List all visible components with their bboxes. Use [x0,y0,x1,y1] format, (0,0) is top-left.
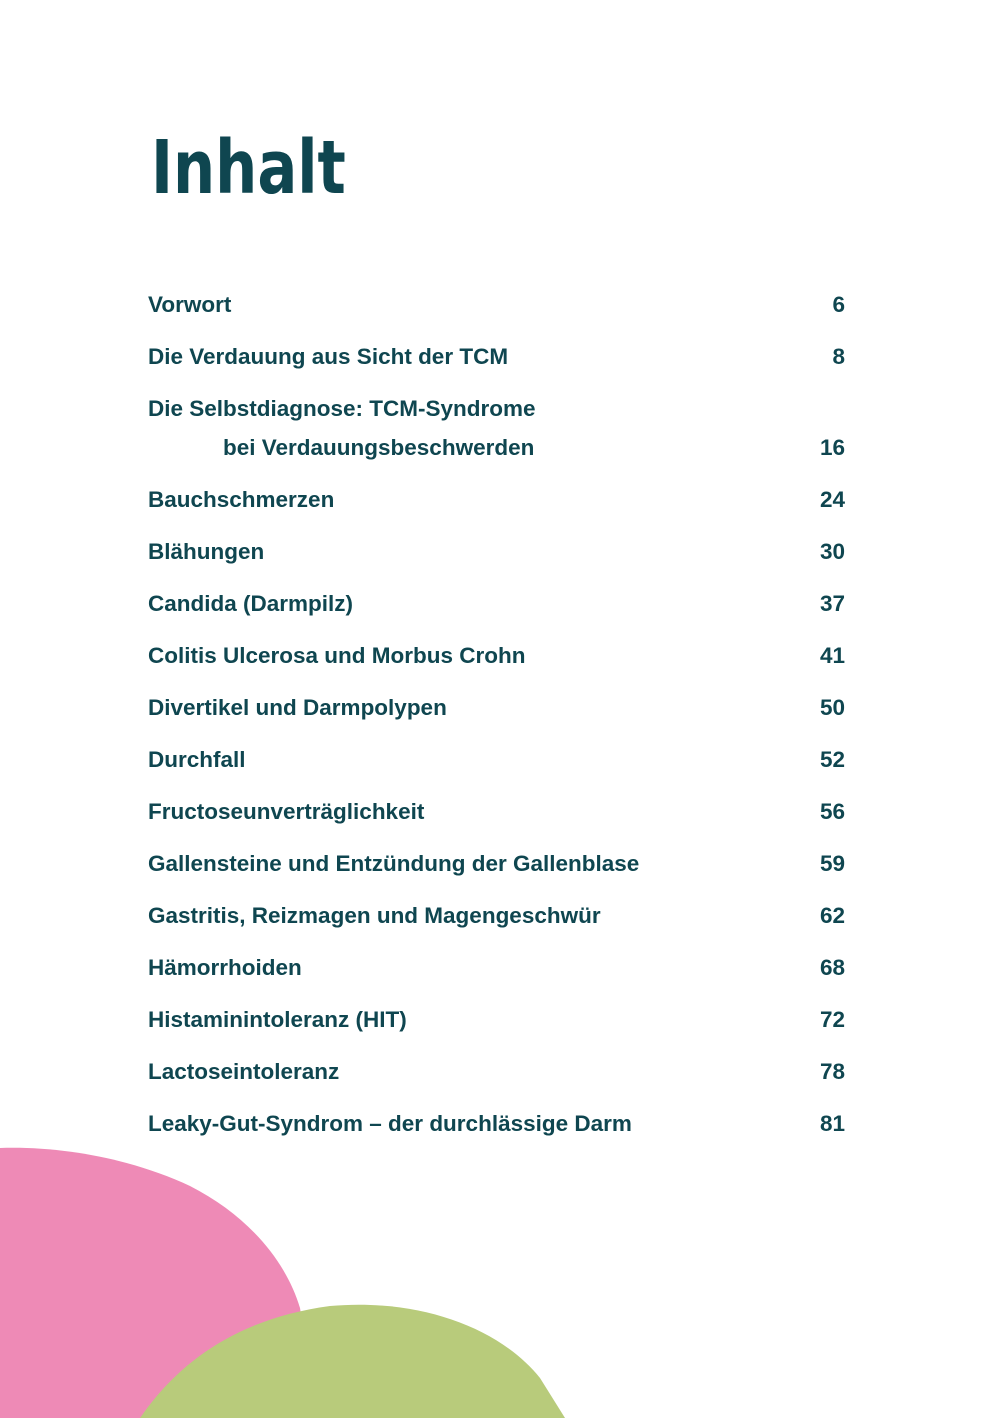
toc-page-number: 41 [819,643,845,668]
toc-page-number: 78 [819,1059,845,1084]
toc-entry-title: Gastritis, Reizmagen und Magengeschwür [148,903,601,928]
toc-entry-title: Divertikel und Darmpolypen [148,695,447,720]
toc-entry-lactose[interactable] [148,1052,845,1091]
toc-entry-colitis[interactable] [148,636,845,675]
toc-page-number: 24 [819,487,845,512]
toc-entry-leaky-gut[interactable] [148,1104,845,1143]
toc-entry-histamin[interactable] [148,1000,845,1039]
toc-entry-title: Histaminintoleranz (HIT) [148,1007,407,1032]
toc-page-number: 59 [819,851,845,876]
toc-page-number: 37 [819,591,845,616]
toc-entry-blaehungen[interactable] [148,532,845,571]
toc-entry-durchfall[interactable] [148,740,845,779]
toc-entry-title: Colitis Ulcerosa und Morbus Crohn [148,643,526,668]
toc-entry-vorwort[interactable] [148,285,845,324]
toc-entry-title: Leaky-Gut-Syndrom – der durchlässige Darm [148,1111,632,1136]
toc-entry-gastritis[interactable] [148,896,845,935]
toc-entry-verdauung-tcm[interactable] [148,337,845,376]
toc-entry-candida[interactable] [148,584,845,623]
toc-entry-divertikel[interactable] [148,688,845,727]
toc-entry-title-continuation: bei Verdauungsbeschwerden [223,435,535,460]
toc-page-number: 50 [819,695,845,720]
toc-entry-title: Bauchschmerzen [148,487,335,512]
toc-entry-title: Hämorrhoiden [148,955,302,980]
page-title: Inhalt [151,125,346,211]
toc-entry-title: Gallensteine und Entzündung der Gallenblase [148,851,640,876]
toc-entry-gallensteine[interactable] [148,844,845,883]
toc-page-number: 8 [832,344,845,369]
toc-entry-title: Lactoseintoleranz [148,1059,340,1084]
toc-entry-title: Durchfall [148,747,246,772]
toc-page-number: 56 [819,799,845,824]
table-of-contents [148,285,845,1156]
toc-page-number: 81 [819,1111,845,1136]
toc-entry-fructose[interactable] [148,792,845,831]
toc-entry-bauchschmerzen[interactable] [148,480,845,519]
toc-entry-title: Fructoseunverträglichkeit [148,799,425,824]
toc-page-number: 68 [819,955,845,980]
toc-page-number: 52 [819,747,845,772]
toc-entry-selbstdiagnose[interactable] [148,389,845,467]
toc-entry-title: Vorwort [148,292,232,317]
toc-page-number: 6 [832,292,845,317]
toc-page-number: 16 [819,435,845,460]
toc-entry-title: Candida (Darmpilz) [148,591,354,616]
toc-entry-title: Die Verdauung aus Sicht der TCM [148,344,509,369]
toc-page-number: 30 [819,539,845,564]
toc-entry-title: Die Selbstdiagnose: TCM-Syndrome [148,396,536,421]
toc-page-number: 62 [819,903,845,928]
toc-page-number: 72 [819,1007,845,1032]
toc-entry-haemorrhoiden[interactable] [148,948,845,987]
toc-entry-title: Blähungen [148,539,265,564]
